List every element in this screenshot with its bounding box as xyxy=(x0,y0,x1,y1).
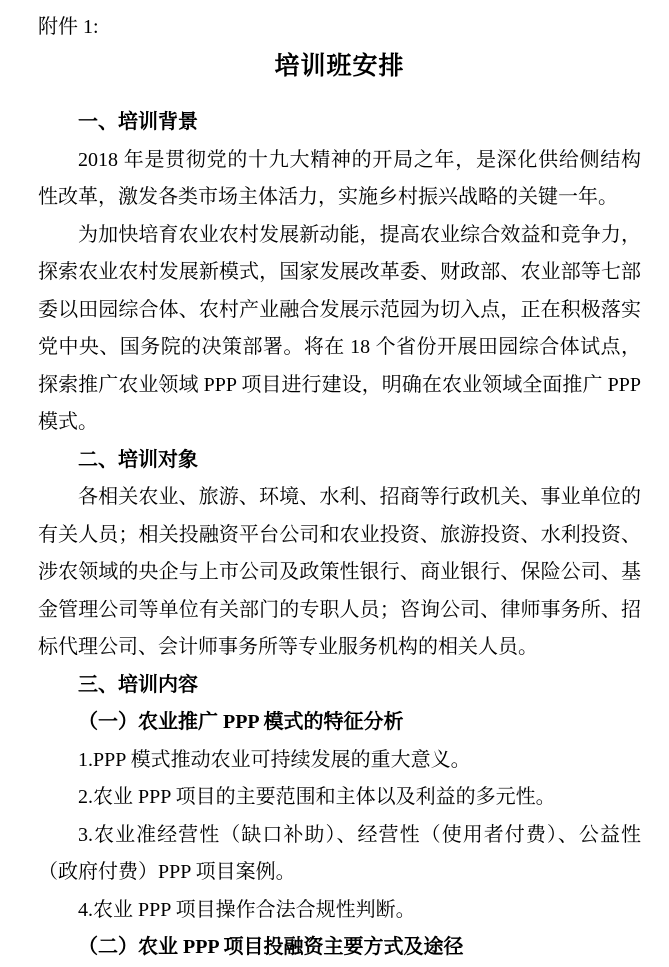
document-body xyxy=(38,104,641,967)
subsection-heading-ppp-financing-methods: （二）农业 PPP 项目投融资主要方式及途径 xyxy=(78,936,464,958)
paragraph: 2018 年是贯彻党的十九大精神的开局之年，是深化供给侧结构性改革，激发各类市场主体活力，实施乡村振兴战略的关键一年。 xyxy=(38,148,641,208)
list-item: 2.农业 PPP 项目的主要范围和主体以及利益的多元性。 xyxy=(78,786,556,808)
subsection-heading-ppp-feature-analysis: （一）农业推广 PPP 模式的特征分析 xyxy=(78,711,404,733)
list-item: 3.农业准经营性（缺口补助）、经营性（使用者付费）、公益性（政府付费）PPP 项目案例。 xyxy=(38,823,641,883)
paragraph: 各相关农业、旅游、环境、水利、招商等行政机关、事业单位的有关人员；相关投融资平台公司和农业投资、旅游投资、水利投资、涉农领域的央企与上市公司及政策性银行、商业银行、保险公司、基金管理公司等单位有关部门的专职人员；咨询公司、律师事务所、招标代理公司、会计师事务所等专业服务机构的相关人员。 xyxy=(38,486,641,658)
list-item: 4.农业 PPP 项目操作合法合规性判断。 xyxy=(78,898,416,921)
section-heading-training-audience: 二、培训对象 xyxy=(78,448,198,471)
section-heading-training-background: 一、培训背景 xyxy=(78,111,198,133)
paragraph: 为加快培育农业农村发展新动能，提高农业综合效益和竞争力，探索农业农村发展新模式，国家发展改革委、财政部、农业部等七部委以田园综合体、农村产业融合发展示范园为切入点，正在积极落实党中央、国务院的决策部署。将在 18 个省份开展田园综合体试点，探索推广农业领域 PPP 项目进行建设，明确在农业领域全面推广 PPP 模式。 xyxy=(38,223,641,433)
attachment-label: 附件 1: xyxy=(38,16,99,38)
section-heading-training-content: 三、培训内容 xyxy=(78,673,198,696)
page-title: 培训班安排 xyxy=(274,53,405,80)
list-item: 1.PPP 模式推动农业可持续发展的重大意义。 xyxy=(78,748,471,771)
